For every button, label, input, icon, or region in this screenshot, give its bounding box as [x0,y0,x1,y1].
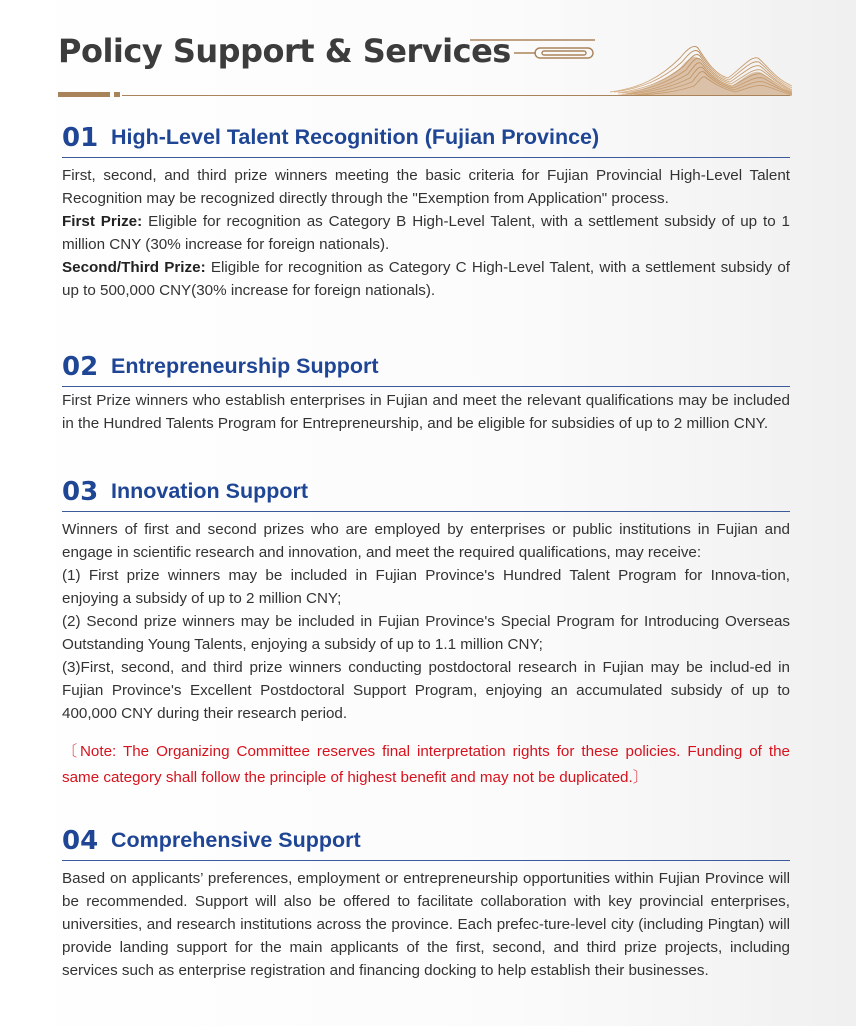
section-title: Entrepreneurship Support [111,354,379,378]
section-body [62,389,790,435]
header-divider [58,92,790,98]
section-body [62,518,790,725]
section-number: 04 [62,826,99,856]
section-title: Innovation Support [111,479,309,503]
section-heading [62,478,790,512]
section-title: High-Level Talent Recognition (Fujian Province) [111,125,600,149]
page-header [0,0,856,110]
section-text: Based on applicants’ preferences, employment or entrepreneurship opportunities within Fujian Province will be recommended. Support will also be offered to facilitate collaboration with key provincial enterprises, universities, and research institutions across the province. Each prefec-ture-level city (including Pingtan) will provide landing support for the main applicants of the first, second, and third prize projects, including services such as enterprise registration and financing docking to help establish their businesses. [62,870,790,979]
first-prize-text: Eligible for recognition as Category B High-Level Talent, with a settlement subsidy of up to 1 million CNY (30% increase for foreign nationals). [62,213,790,253]
section-heading [62,827,790,861]
section-title: Comprehensive Support [111,828,361,852]
innovation-item-3: (3)First, second, and third prize winners conducting postdoctoral research in Fujian may be includ-ed in Fujian Province's Excellent Postdoctoral Support Program, enjoying an accumulated subsidy of up to 400,000 CNY during their research period. [62,659,790,722]
section-number: 02 [62,352,99,382]
policy-note: 〔Note: The Organizing Committee reserves final interpretation rights for these policies. Funding of the same category shall follow the principle of highest benefit and may not be duplicated.〕 [62,743,790,786]
second-third-prize-label: Second/Third Prize: [62,259,206,276]
section-heading [62,124,790,158]
innovation-item-2: (2) Second prize winners may be included in Fujian Province's Special Program for Introducing Overseas Outstanding Young Talents, enjoying a subsidy of up to 1.1 million CNY; [62,613,790,653]
section-heading [62,353,790,387]
section-intro: First, second, and third prize winners meeting the basic criteria for Fujian Provincial High-Level Talent Recognition may be recognized directly through the "Exemption from Application" process. [62,167,790,207]
first-prize-paragraph [62,210,790,256]
section-number: 01 [62,123,99,153]
scroll-ornament-icon [470,36,600,66]
section-intro: Winners of first and second prizes who are employed by enterprises or public institutions in Fujian and engage in scientific research and innovation, and meet the required qualifications, may receive: [62,521,790,561]
innovation-item-1: (1) First prize winners may be included in Fujian Province's Hundred Talent Program for Innova-tion, enjoying a subsidy of up to 2 million CNY; [62,567,790,607]
section-text: First Prize winners who establish enterprises in Fujian and meet the relevant qualifications may be included in the Hundred Talents Program for Entrepreneurship, and be eligible for subsidies of up to 2 million CNY. [62,392,790,432]
second-third-prize-paragraph [62,256,790,302]
section-number: 03 [62,477,99,507]
section-comprehensive [62,827,790,982]
section-entrepreneurship [62,353,790,435]
second-third-prize-text: Eligible for recognition as Category C High-Level Talent, with a settlement subsidy of up to 500,000 CNY(30% increase for foreign nationals). [62,259,790,299]
section-innovation [62,478,790,791]
first-prize-label: First Prize: [62,213,143,230]
mountain-lines-icon [610,38,792,96]
section-talent-recognition [62,124,790,302]
page-title: Policy Support & Services [58,32,511,70]
section-body [62,164,790,302]
section-body [62,867,790,982]
